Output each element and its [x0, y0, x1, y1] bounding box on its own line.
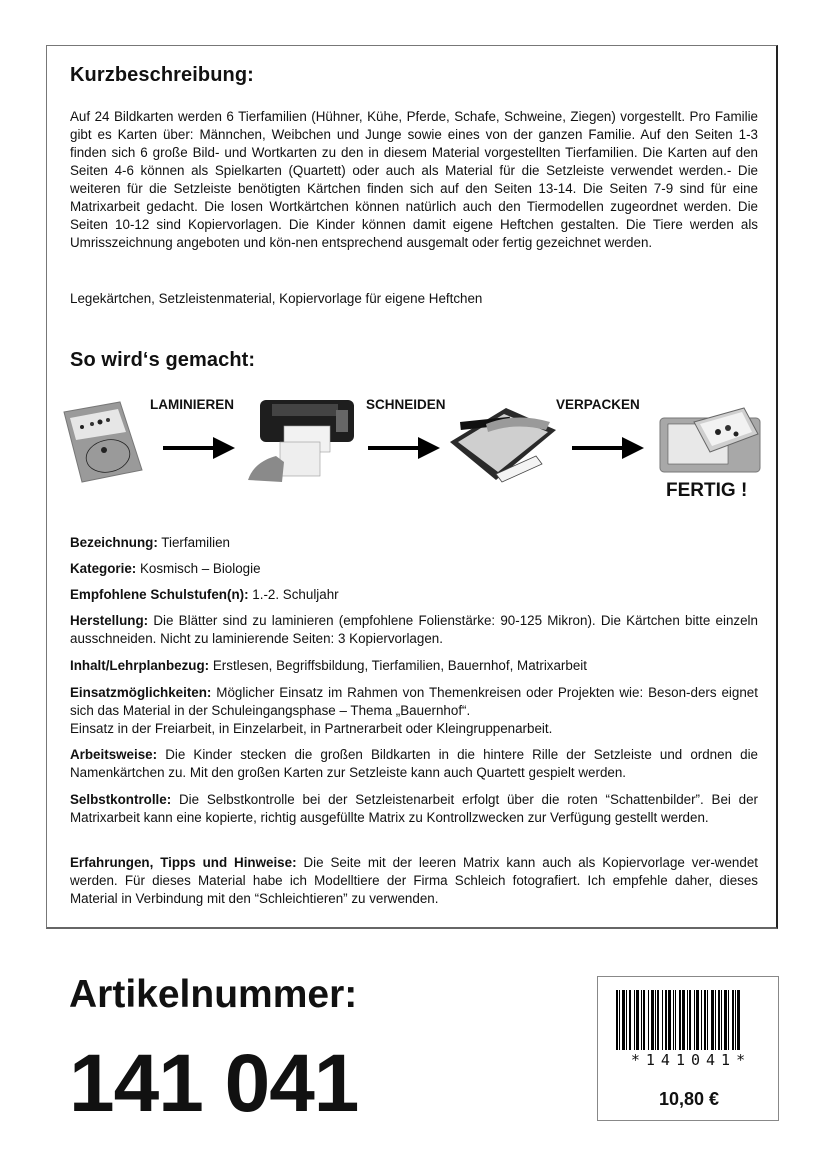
step-label-cut: SCHNEIDEN: [366, 397, 446, 412]
price-label: [597, 976, 779, 1121]
detail-curriculum: Inhalt/Lehrplanbezug: Erstlesen, Begriffsbildung, Tierfamilien, Bauernhof, Matrixarbeit: [70, 658, 587, 673]
done-label: FERTIG !: [666, 480, 748, 501]
step-label-laminate: LAMINIEREN: [150, 397, 234, 412]
laminator-image: [244, 396, 360, 486]
short-description-text: Auf 24 Bildkarten werden 6 Tierfamilien (Hühner, Kühe, Pferde, Schafe, Schweine, Ziegen) vorgestellt. Pro Familie gibt es Karten über: Männchen, Weibchen und Junge sowie eines von der ganzen Familie. Auf den Seiten 1-3 finden sich 6 große Bild- und Wortkarten zu den in diesem Material vorgestellten Tierfamilien. Die Karten auf den Seiten 4-6 können als Spielkarten (Quartett) oder auch als Material für die Setzleiste verwendet werden.- Die weiteren für die Setzleiste benötigten Kärtchen finden sich auf den Seiten 13-14. Die Seiten 7-9 sind für eine Matrixarbeit gedacht. Die losen Wortkärtchen können natürlich auch den Tiermodellen zugeordnet werden. Die Seiten 10-12 sind Kopiervorlagen. Die Kinder können damit eigene Heftchen gestalten. Die Tiere werden als Umrisszeichnung angeboten und kön-nen entsprechend ausgemalt oder fertig gezeichnet werden.: [70, 109, 758, 250]
barcode-text: *141041*: [630, 1051, 752, 1069]
arrow-icon: [572, 442, 644, 454]
price: 10,80 €: [658, 1089, 720, 1109]
article-number: 141 041: [69, 1038, 359, 1129]
step-label-pack: VERPACKEN: [556, 397, 640, 412]
booklet-image: [62, 400, 144, 484]
arrow-icon: [163, 442, 235, 454]
detail-production: Herstellung: Die Blätter sind zu laminieren (empfohlene Folienstärke: 90-125 Mikron). Die Kärtchen bitte einzeln ausschneiden. Nicht zu laminierende Seiten: 3 Kopiervorlagen.: [70, 613, 758, 646]
contents-summary: Legekärtchen, Setzleistenmaterial, Kopiervorlage für eigene Heftchen: [70, 291, 483, 306]
detail-designation: Bezeichnung: Tierfamilien: [70, 535, 230, 550]
detail-method: Arbeitsweise: Die Kinder stecken die großen Bildkarten in die hintere Rille der Setzleiste und ordnen die Namenkärtchen zu. Mit den großen Karten zur Setzleiste kann auch Quartett gespielt werden.: [70, 747, 758, 780]
detail-category: Kategorie: Kosmisch – Biologie: [70, 561, 261, 576]
arrow-icon: [368, 442, 440, 454]
barcode-icon: [616, 990, 766, 1050]
storage-box-image: [658, 404, 764, 474]
detail-usage: Einsatzmöglichkeiten: Möglicher Einsatz im Rahmen von Themenkreisen oder Projekten wie: Beson-ders eignet sich das Material in der Schuleingangsphase – Thema „Bauernhof“. Einsatz in der Freiarbeit, in Einzelarbeit, in Partnerarbeit oder Kleingruppenarbeit.: [70, 685, 758, 736]
paper-cutter-image: [446, 400, 558, 488]
how-to-heading: So wird‘s gemacht:: [70, 349, 256, 371]
detail-tips: Erfahrungen, Tipps und Hinweise: Die Seite mit der leeren Matrix kann auch als Kopiervorlage ver-wendet werden. Für dieses Material habe ich Modelltiere der Firma Schleich fotografiert. Ich empfehle daher, dieses Material in Verbindung mit den “Schleichtieren” zu verwenden.: [70, 855, 758, 906]
detail-school-level: Empfohlene Schulstufen(n): 1.-2. Schuljahr: [70, 587, 339, 602]
article-number-label: Artikelnummer:: [69, 973, 358, 1016]
detail-self-check: Selbstkontrolle: Die Selbstkontrolle bei der Setzleistenarbeit erfolgt über die roten “Schattenbilder”. Bei der Matrixarbeit kann eine kopierte, richtig ausgefüllte Matrix zu Kontrollzwecken zur Verfügung gestellt werden.: [70, 792, 758, 825]
short-description-heading: Kurzbeschreibung:: [70, 64, 254, 86]
